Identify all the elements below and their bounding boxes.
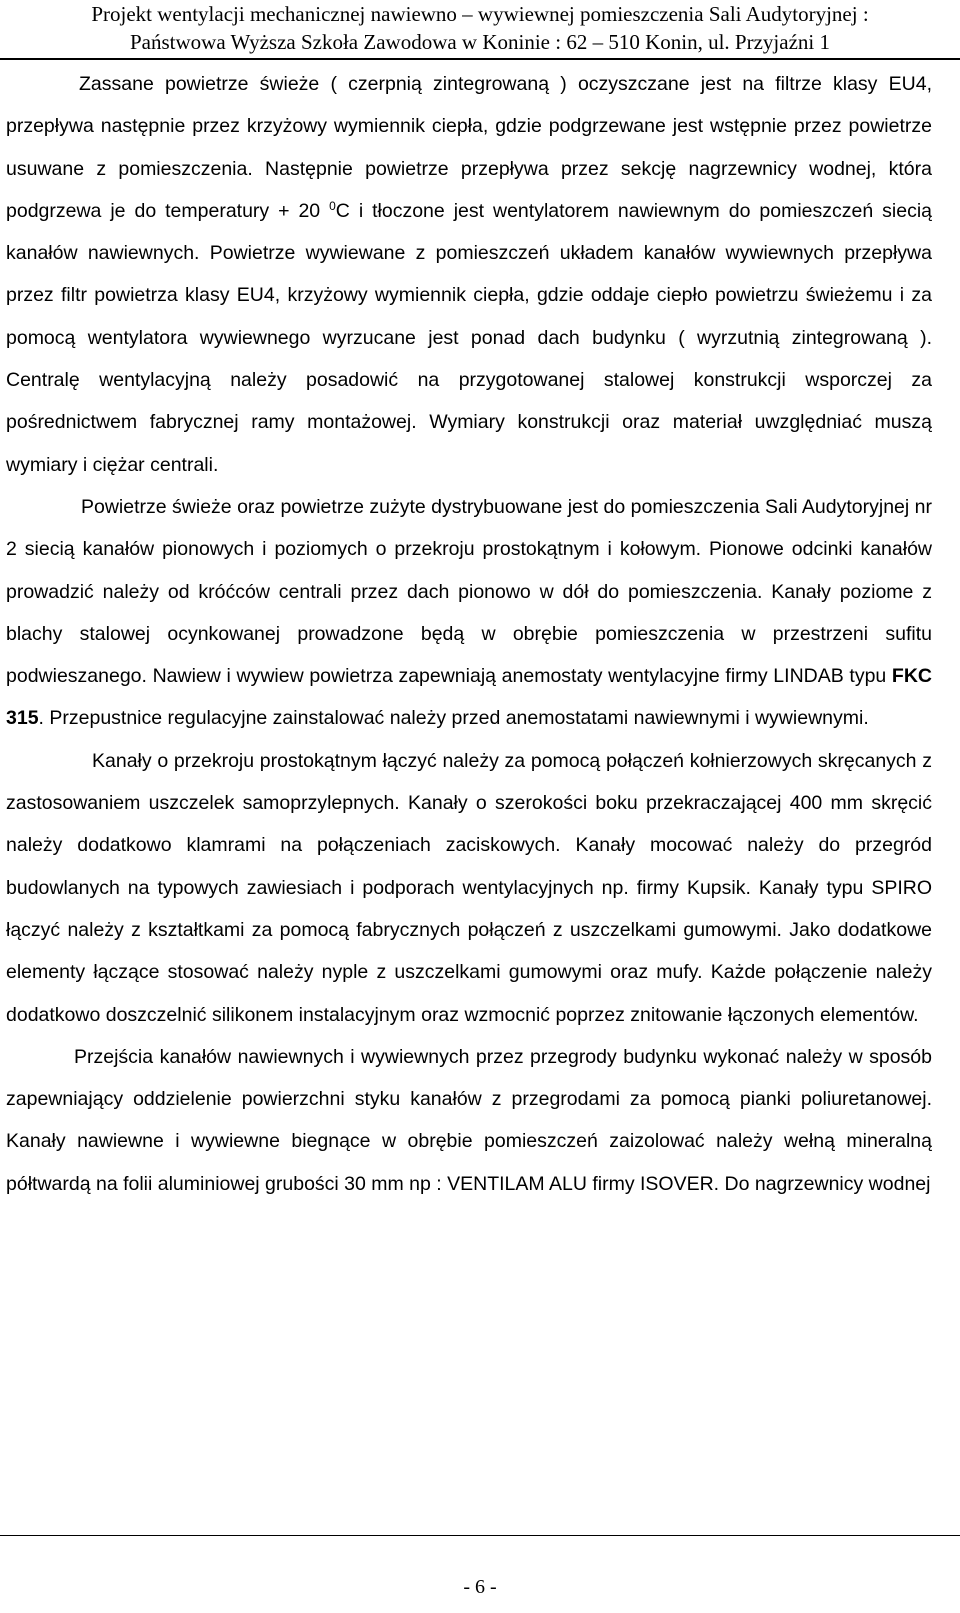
running-header	[0, 0, 960, 62]
paragraph-duct-insulation: Przejścia kanałów nawiewnych i wywiewnych przez przegrody budynku wykonać należy w sposób zapewniający oddzielenie powierzchni styku kanałów z przegrodami za pomocą pianki poliuretanowej. Kanały nawiewne i wywiewne biegnące w obrębie pomieszczeń zaizolować należy wełną mineralną półtwardą na folii aluminiowej grubości 30 mm np : VENTILAM ALU firmy ISOVER. Do nagrzewnicy wodnej	[6, 1045, 932, 1195]
paragraph-air-distribution	[6, 486, 932, 740]
header-divider	[0, 58, 960, 60]
paragraph-text: Zassane powietrze świeże ( czerpnią zintegrowaną ) oczyszczane jest na filtrze klasy EU4, przepływa następnie przez krzyżowy wymiennik ciepła, gdzie podgrzewane jest wstępnie przez powietrze usuwane z pomieszczenia. Następnie powietrze przepływa przez sekcję nagrzewnicy wodnej, która podgrzewa je do temperatury + 20	[6, 73, 932, 222]
paragraph-text: . Przepustnice regulacyjne zainstalować należy przed anemostatami nawiewnymi i wywiewnymi.	[38, 707, 869, 730]
header-title-line: Projekt wentylacji mechanicznej nawiewno – wywiewnej pomieszczenia Sali Audytoryjnej :	[91, 2, 869, 26]
page-number: - 6 -	[463, 1576, 497, 1598]
degree-superscript: 0	[329, 198, 336, 213]
document-body	[6, 63, 932, 1205]
paragraph-text: Powietrze świeże oraz powietrze zużyte dystrybuowane jest do pomieszczenia Sali Audytoryjnej nr 2 siecią kanałów pionowych i poziomych o przekroju prostokątnym i kołowym. Pionowe odcinki kanałów prowadzić należy od króćców centrali przez dach pionowo w dół do pomieszczenia. Kanały poziome z blachy stalowej ocynkowanej prowadzone będą w obrębie pomieszczenia w przestrzeni sufitu podwieszanego. Nawiew i wywiew powietrza zapewniają anemostaty wentylacyjne firmy LINDAB typu	[6, 495, 932, 688]
footer-divider	[0, 1535, 960, 1536]
paragraph-duct-connections: Kanały o przekroju prostokątnym łączyć należy za pomocą połączeń kołnierzowych skręcanych z zastosowaniem uszczelek samoprzylepnych. Kanały o szerokości boku przekraczającej 400 mm skręcić należy dodatkowo klamrami na połączeniach zaciskowych. Kanały mocować należy do przegród budowlanych na typowych zawiesiach i podporach wentylacyjnych np. firmy Kupsik. Kanały typu SPIRO łączyć należy z kształtkami za pomocą fabrycznych połączeń z uszczelkami gumowymi. Jako dodatkowe elementy łączące stosować należy nyple z uszczelkami gumowymi oraz mufy. Każde połączenie należy dodatkowo doszczelnić silikonem instalacyjnym oraz wzmocnić poprzez znitowanie łączonych elementów.	[6, 749, 932, 1026]
diffuser-model: FKC 315	[6, 665, 932, 730]
header-address-line: Państwowa Wyższa Szkoła Zawodowa w Koninie : 62 – 510 Konin, ul. Przyjaźni 1	[130, 30, 830, 54]
paragraph-text: C i tłoczone jest wentylatorem nawiewnym do pomieszczeń siecią kanałów nawiewnych. Powietrze wywiewane z pomieszczeń układem kanałów wywiewnych przepływa przez filtr powietrza klasy EU4, krzyżowy wymiennik ciepła, gdzie oddaje ciepło powietrzu świeżemu i za pomocą wentylatora wywiewnego wyrzucane jest ponad dach budynku ( wyrzutnią zintegrowaną ). Centralę wentylacyjną należy posadowić na przygotowanej stalowej konstrukcji wsporczej za pośrednictwem fabrycznej ramy montażowej. Wymiary konstrukcji oraz materiał uwzględniać muszą wymiary i ciężar centrali.	[6, 199, 932, 476]
paragraph-air-handling-process	[6, 63, 932, 486]
